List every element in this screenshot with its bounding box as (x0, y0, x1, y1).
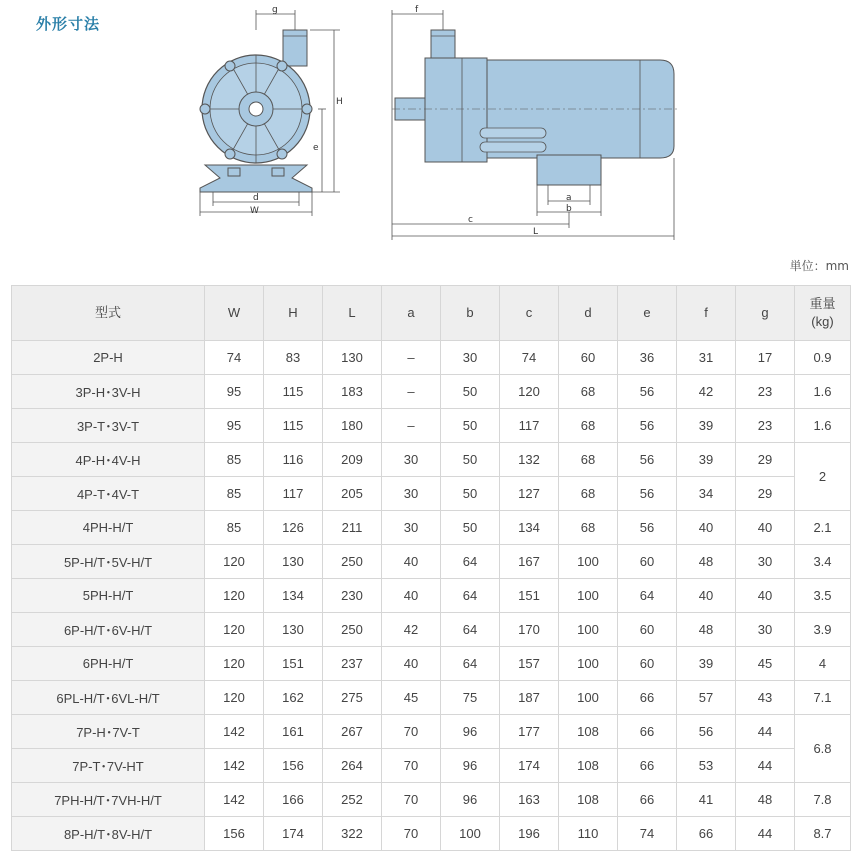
value-cell: 100 (559, 613, 618, 647)
model-cell: 7P-H･7V-T (12, 715, 205, 749)
value-cell: 29 (736, 443, 795, 477)
value-cell: 151 (264, 647, 323, 681)
value-cell: 34 (677, 477, 736, 511)
value-cell: 174 (500, 749, 559, 783)
value-cell: 56 (618, 477, 677, 511)
value-cell: 120 (500, 375, 559, 409)
value-cell: 66 (618, 749, 677, 783)
value-cell: 100 (559, 681, 618, 715)
value-cell: 132 (500, 443, 559, 477)
model-cell: 4P-H･4V-H (12, 443, 205, 477)
value-cell: 250 (323, 545, 382, 579)
value-cell: 209 (323, 443, 382, 477)
value-cell: 31 (677, 341, 736, 375)
pump-dimension-drawing (0, 0, 863, 250)
value-cell: 96 (441, 783, 500, 817)
value-cell: 100 (441, 817, 500, 851)
model-cell: 2P-H (12, 341, 205, 375)
value-cell: 96 (441, 715, 500, 749)
value-cell: 36 (618, 341, 677, 375)
value-cell: 142 (205, 783, 264, 817)
value-cell: 187 (500, 681, 559, 715)
table-row (12, 477, 851, 511)
header-weight-line2: (kg) (811, 314, 834, 329)
header-model: 型式 (12, 286, 205, 341)
value-cell: 156 (205, 817, 264, 851)
value-cell: 85 (205, 511, 264, 545)
dimension-table (11, 285, 851, 851)
value-cell: 48 (677, 613, 736, 647)
value-cell: 151 (500, 579, 559, 613)
value-cell: 64 (441, 545, 500, 579)
value-cell: 50 (441, 477, 500, 511)
value-cell: 252 (323, 783, 382, 817)
value-cell: 120 (205, 613, 264, 647)
value-cell: 211 (323, 511, 382, 545)
value-cell: 30 (382, 477, 441, 511)
value-cell: 120 (205, 647, 264, 681)
header-L: L (323, 286, 382, 341)
value-cell: 50 (441, 409, 500, 443)
value-cell: 100 (559, 545, 618, 579)
value-cell: 110 (559, 817, 618, 851)
value-cell: 68 (559, 409, 618, 443)
value-cell: 108 (559, 715, 618, 749)
value-cell: 100 (559, 579, 618, 613)
value-cell: 180 (323, 409, 382, 443)
value-cell: 116 (264, 443, 323, 477)
value-cell: 56 (618, 443, 677, 477)
value-cell: 66 (618, 681, 677, 715)
value-cell: 108 (559, 749, 618, 783)
value-cell: 48 (736, 783, 795, 817)
value-cell: 166 (264, 783, 323, 817)
unit-note: 単位：mm (789, 259, 849, 273)
model-cell: 7PH-H/T･7VH-H/T (12, 783, 205, 817)
header-weight-line1: 重量 (809, 296, 836, 311)
value-cell: 108 (559, 783, 618, 817)
value-cell: 40 (382, 545, 441, 579)
value-cell: 40 (677, 579, 736, 613)
weight-cell: 3.9 (795, 613, 851, 647)
dim-label-H: H (336, 97, 343, 107)
value-cell: 100 (559, 647, 618, 681)
model-cell: 8P-H/T･8V-H/T (12, 817, 205, 851)
header-a: a (382, 286, 441, 341)
table-row (12, 817, 851, 851)
value-cell: 156 (264, 749, 323, 783)
value-cell: 29 (736, 477, 795, 511)
value-cell: 162 (264, 681, 323, 715)
header-W: W (205, 286, 264, 341)
weight-cell: 7.8 (795, 783, 851, 817)
value-cell: 85 (205, 477, 264, 511)
value-cell: 163 (500, 783, 559, 817)
dim-label-e: e (313, 143, 319, 153)
value-cell: 68 (559, 443, 618, 477)
value-cell: 64 (618, 579, 677, 613)
value-cell: 95 (205, 409, 264, 443)
table-row (12, 579, 851, 613)
value-cell: 174 (264, 817, 323, 851)
table-row (12, 647, 851, 681)
value-cell: – (382, 375, 441, 409)
weight-cell: 7.1 (795, 681, 851, 715)
value-cell: 39 (677, 409, 736, 443)
value-cell: 64 (441, 613, 500, 647)
table-row (12, 545, 851, 579)
model-cell: 6P-H/T･6V-H/T (12, 613, 205, 647)
table-row (12, 409, 851, 443)
value-cell: 23 (736, 375, 795, 409)
value-cell: 68 (559, 477, 618, 511)
weight-cell: 6.8 (795, 715, 851, 783)
value-cell: 66 (618, 715, 677, 749)
table-row (12, 375, 851, 409)
table-row (12, 749, 851, 783)
value-cell: 64 (441, 647, 500, 681)
model-cell: 7P-T･7V-HT (12, 749, 205, 783)
header-weight (795, 286, 851, 341)
table-header-row (12, 286, 851, 341)
value-cell: 70 (382, 783, 441, 817)
value-cell: 134 (500, 511, 559, 545)
value-cell: – (382, 409, 441, 443)
value-cell: 196 (500, 817, 559, 851)
dim-label-g: g (272, 5, 278, 15)
value-cell: 250 (323, 613, 382, 647)
value-cell: 74 (500, 341, 559, 375)
weight-cell: 4 (795, 647, 851, 681)
value-cell: 30 (736, 545, 795, 579)
value-cell: 42 (382, 613, 441, 647)
dim-label-b: b (566, 204, 572, 214)
value-cell: 45 (736, 647, 795, 681)
weight-cell: 0.9 (795, 341, 851, 375)
value-cell: 44 (736, 749, 795, 783)
dim-label-f: f (415, 5, 419, 15)
table-row (12, 715, 851, 749)
header-f: f (677, 286, 736, 341)
value-cell: 115 (264, 375, 323, 409)
weight-cell: 2.1 (795, 511, 851, 545)
value-cell: 57 (677, 681, 736, 715)
value-cell: 17 (736, 341, 795, 375)
value-cell: 60 (618, 545, 677, 579)
value-cell: 126 (264, 511, 323, 545)
value-cell: 74 (618, 817, 677, 851)
value-cell: 75 (441, 681, 500, 715)
value-cell: 183 (323, 375, 382, 409)
dim-label-a: a (566, 193, 572, 203)
value-cell: 60 (618, 613, 677, 647)
value-cell: – (382, 341, 441, 375)
value-cell: 56 (618, 375, 677, 409)
weight-cell: 3.5 (795, 579, 851, 613)
value-cell: 230 (323, 579, 382, 613)
value-cell: 30 (441, 341, 500, 375)
value-cell: 56 (618, 409, 677, 443)
dim-label-d: d (253, 193, 259, 203)
value-cell: 30 (382, 511, 441, 545)
value-cell: 170 (500, 613, 559, 647)
value-cell: 130 (264, 613, 323, 647)
table-row (12, 613, 851, 647)
value-cell: 41 (677, 783, 736, 817)
value-cell: 39 (677, 443, 736, 477)
value-cell: 30 (382, 443, 441, 477)
value-cell: 68 (559, 511, 618, 545)
value-cell: 23 (736, 409, 795, 443)
dim-label-L: L (533, 227, 539, 237)
dim-label-c: c (468, 215, 473, 225)
value-cell: 205 (323, 477, 382, 511)
model-cell: 5P-H/T･5V-H/T (12, 545, 205, 579)
value-cell: 117 (264, 477, 323, 511)
value-cell: 44 (736, 817, 795, 851)
model-cell: 5PH-H/T (12, 579, 205, 613)
value-cell: 56 (618, 511, 677, 545)
value-cell: 40 (736, 511, 795, 545)
value-cell: 70 (382, 749, 441, 783)
value-cell: 40 (382, 647, 441, 681)
value-cell: 85 (205, 443, 264, 477)
value-cell: 64 (441, 579, 500, 613)
dim-label-W: W (250, 206, 259, 216)
value-cell: 275 (323, 681, 382, 715)
value-cell: 56 (677, 715, 736, 749)
value-cell: 237 (323, 647, 382, 681)
value-cell: 115 (264, 409, 323, 443)
value-cell: 70 (382, 715, 441, 749)
value-cell: 267 (323, 715, 382, 749)
value-cell: 264 (323, 749, 382, 783)
section-title: 外形寸法 (36, 15, 101, 33)
value-cell: 42 (677, 375, 736, 409)
model-cell: 3P-T･3V-T (12, 409, 205, 443)
table-row (12, 511, 851, 545)
value-cell: 177 (500, 715, 559, 749)
value-cell: 142 (205, 749, 264, 783)
header-H: H (264, 286, 323, 341)
value-cell: 127 (500, 477, 559, 511)
value-cell: 74 (205, 341, 264, 375)
value-cell: 120 (205, 681, 264, 715)
value-cell: 60 (618, 647, 677, 681)
value-cell: 96 (441, 749, 500, 783)
value-cell: 40 (736, 579, 795, 613)
value-cell: 43 (736, 681, 795, 715)
value-cell: 142 (205, 715, 264, 749)
value-cell: 83 (264, 341, 323, 375)
model-cell: 6PL-H/T･6VL-H/T (12, 681, 205, 715)
weight-cell: 1.6 (795, 375, 851, 409)
weight-cell: 8.7 (795, 817, 851, 851)
value-cell: 50 (441, 511, 500, 545)
value-cell: 68 (559, 375, 618, 409)
value-cell: 157 (500, 647, 559, 681)
value-cell: 167 (500, 545, 559, 579)
front-view (200, 5, 343, 216)
value-cell: 130 (323, 341, 382, 375)
value-cell: 120 (205, 545, 264, 579)
header-d: d (559, 286, 618, 341)
value-cell: 134 (264, 579, 323, 613)
value-cell: 50 (441, 375, 500, 409)
value-cell: 50 (441, 443, 500, 477)
value-cell: 322 (323, 817, 382, 851)
value-cell: 66 (677, 817, 736, 851)
header-g: g (736, 286, 795, 341)
weight-cell: 1.6 (795, 409, 851, 443)
value-cell: 48 (677, 545, 736, 579)
value-cell: 39 (677, 647, 736, 681)
header-b: b (441, 286, 500, 341)
value-cell: 95 (205, 375, 264, 409)
model-cell: 4P-T･4V-T (12, 477, 205, 511)
value-cell: 45 (382, 681, 441, 715)
value-cell: 60 (559, 341, 618, 375)
value-cell: 44 (736, 715, 795, 749)
table-row (12, 341, 851, 375)
value-cell: 70 (382, 817, 441, 851)
value-cell: 66 (618, 783, 677, 817)
model-cell: 3P-H･3V-H (12, 375, 205, 409)
table-row (12, 681, 851, 715)
weight-cell: 3.4 (795, 545, 851, 579)
model-cell: 6PH-H/T (12, 647, 205, 681)
side-view (392, 5, 680, 240)
value-cell: 130 (264, 545, 323, 579)
header-c: c (500, 286, 559, 341)
model-cell: 4PH-H/T (12, 511, 205, 545)
value-cell: 53 (677, 749, 736, 783)
table-row (12, 443, 851, 477)
value-cell: 40 (677, 511, 736, 545)
value-cell: 40 (382, 579, 441, 613)
value-cell: 30 (736, 613, 795, 647)
header-e: e (618, 286, 677, 341)
value-cell: 117 (500, 409, 559, 443)
table-row (12, 783, 851, 817)
value-cell: 161 (264, 715, 323, 749)
value-cell: 120 (205, 579, 264, 613)
weight-cell: 2 (795, 443, 851, 511)
